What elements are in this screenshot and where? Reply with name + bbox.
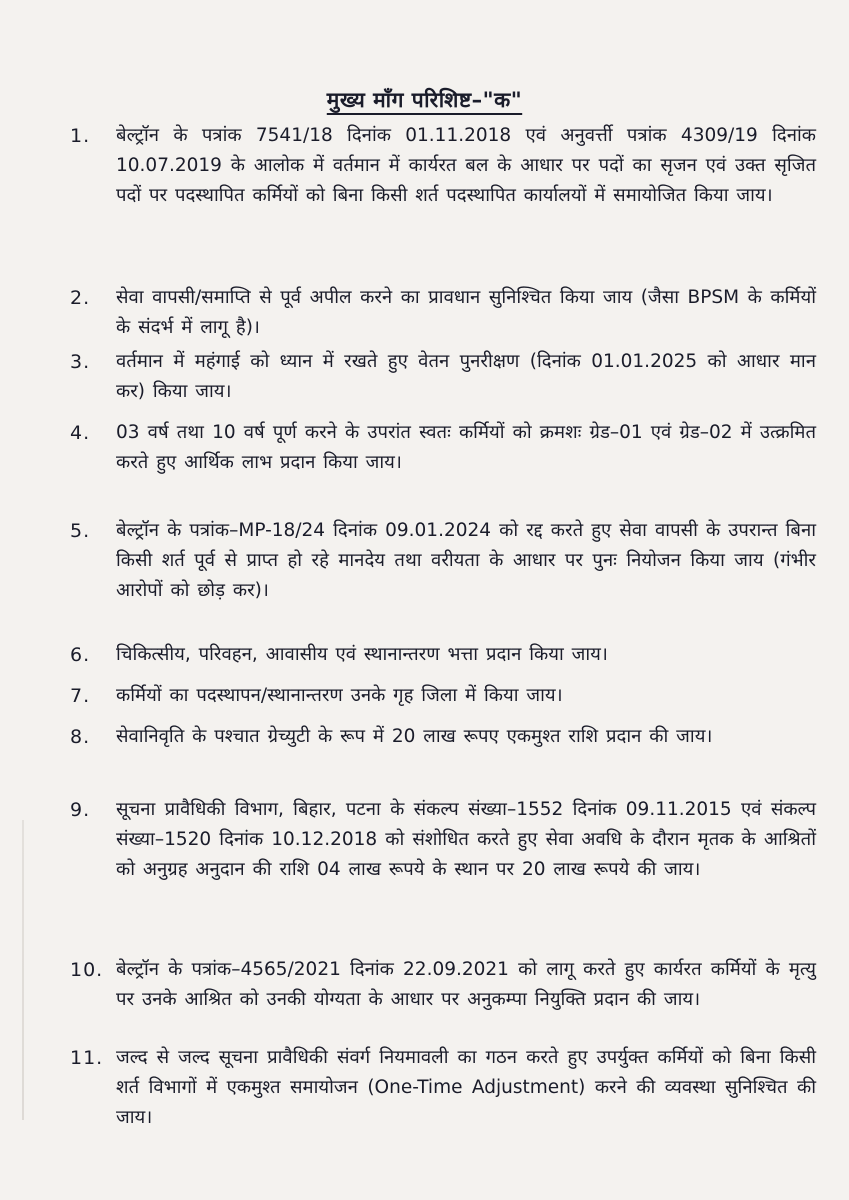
item-number: 1. [70,125,91,147]
item-text: सूचना प्रावैधिकी विभाग, बिहार, पटना के संकल्प संख्या–1552 दिनांक 09.11.2015 एवं संकल्प संख्या–1520 दिनांक 10.12.2018 को संशोधित करते हुए सेवा अवधि के दौरान मृतक के आश्रितों को अनुग्रह अनुदान की राशि 04 लाख रूपये के स्थान पर 20 लाख रूपये की जाय। [116,799,816,880]
item-text: बेल्ट्रॉन के पत्रांक 7541/18 दिनांक 01.11.2018 एवं अनुवर्त्ती पत्रांक 4309/19 दिनांक 10.07.2019 के आलोक में वर्तमान में कार्यरत बल के आधार पर पदों का सृजन एवं उक्त सृजित पदों पर पदस्थापित कर्मियों को बिना किसी शर्त पदस्थापित कार्यालयों में समायोजित किया जाय। [116,125,816,206]
item-number: 2. [70,287,91,309]
item-number: 11. [70,1047,104,1069]
item-text: बेल्ट्रॉन के पत्रांक–4565/2021 दिनांक 22.09.2021 को लागू करते हुए कार्यरत कर्मियों के मृत्यु पर उनके आश्रित को उनकी योग्यता के आधार पर अनुकम्पा नियुक्ति प्रदान की जाय। [116,959,816,1010]
page-title-text: मुख्य माँग परिशिष्ट–"क" [326,88,523,112]
item-text: सेवा वापसी/समाप्ति से पूर्व अपील करने का प्रावधान सुनिश्चित किया जाय (जैसा BPSM के कर्मियों के संदर्भ में लागू है)। [116,287,816,338]
item-text: बेल्ट्रॉन के पत्रांक–MP-18/24 दिनांक 09.01.2024 को रद्द करते हुए सेवा वापसी के उपरान्त बिना किसी शर्त पूर्व से प्राप्त हो रहे मानदेय तथा वरीयता के आधार पर पुनः नियोजन किया जाय (गंभीर आरोपों को छोड़ कर)। [116,520,816,601]
item-number: 7. [70,685,91,707]
item-text: सेवानिवृति के पश्चात ग्रेच्युटी के रूप में 20 लाख रूपए एकमुश्त राशि प्रदान की जाय। [116,726,713,747]
item-number: 3. [70,351,91,373]
item-text: जल्द से जल्द सूचना प्रावैधिकी संवर्ग नियमावली का गठन करते हुए उपर्युक्त कर्मियों को बिना किसी शर्त विभागों में एकमुश्त समायोजन (One-Time Adjustment) करने की व्यवस्था सुनिश्चित की जाय। [116,1047,816,1128]
page-title [0,86,849,114]
item-text: वर्तमान में महंगाई को ध्यान में रखते हुए वेतन पुनरीक्षण (दिनांक 01.01.2025 को आधार मान कर) किया जाय। [116,351,816,402]
item-text: चिकित्सीय, परिवहन, आवासीय एवं स्थानान्तरण भत्ता प्रदान किया जाय। [116,644,608,665]
item-number: 10. [70,959,104,981]
item-number: 6. [70,644,91,666]
paper-fold-shadow [22,820,24,1120]
item-text: 03 वर्ष तथा 10 वर्ष पूर्ण करने के उपरांत स्वतः कर्मियों को क्रमशः ग्रेड–01 एवं ग्रेड–02 में उत्क्रमित करते हुए आर्थिक लाभ प्रदान किया जाय। [116,422,816,473]
item-number: 4. [70,422,91,444]
item-text: कर्मियों का पदस्थापन/स्थानान्तरण उनके गृह जिला में किया जाय। [116,685,563,706]
item-number: 8. [70,726,91,748]
item-number: 9. [70,799,91,821]
item-number: 5. [70,520,91,542]
